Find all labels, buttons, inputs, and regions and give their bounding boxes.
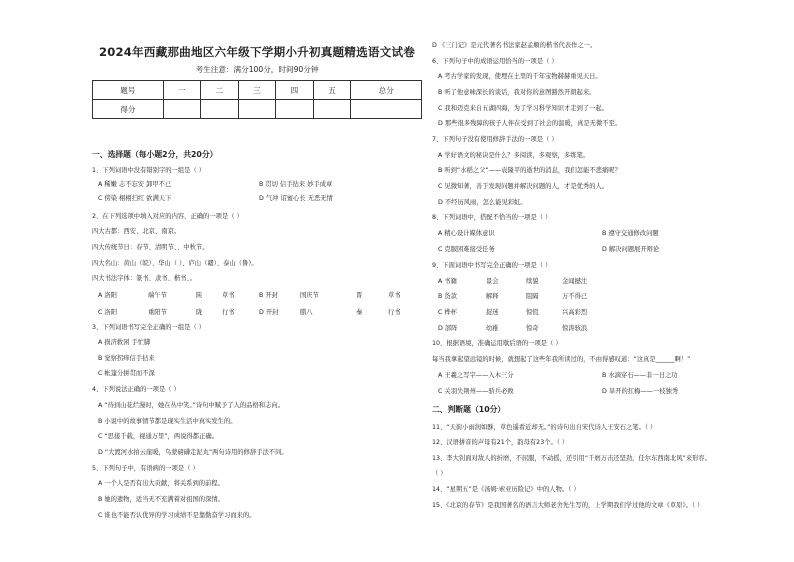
option-part: 腊八	[300, 309, 313, 316]
option: C 桦杯	[438, 309, 457, 316]
question-stem: 8、下列词语中，搭配不恰当的一项是（ ）	[432, 214, 552, 221]
option: B 觉察拐痒信手拈来	[98, 355, 155, 362]
option-part: 兴高彩烈	[562, 309, 588, 316]
score-cell[interactable]	[201, 100, 239, 119]
option-part: 草书	[388, 292, 401, 299]
question-stem: 3、下列词语书写完全正确的一组是（ ）	[92, 324, 206, 331]
option: B 货款	[438, 293, 457, 300]
option-part: 惊奇	[526, 325, 539, 332]
option: C 洛阳	[98, 309, 117, 316]
score-row-label: 得分	[93, 100, 164, 119]
score-table-header-row	[93, 81, 422, 100]
option: D 解决问题展开辩论	[602, 246, 660, 253]
question-line: 四大古都：西安、北京、南京。	[92, 228, 181, 235]
section-heading-choice: 一、选择题（每小题2分，共20分）	[92, 150, 218, 159]
option-part: 续貌	[526, 278, 539, 285]
option: B 水滴穿石——非一日之功	[602, 372, 678, 379]
option: B 开封	[259, 292, 278, 299]
question-stem: 1、下列词语中没有错别字的一组是（ ）	[92, 167, 206, 174]
judge-item: 15、《北京的春节》是我国著名的语言大师老舍先生写的，上学期我们学过他的文章《草原》。（ ）	[432, 502, 704, 509]
option: D 开封	[259, 309, 279, 316]
score-header-cell: 二	[201, 81, 239, 100]
judge-item: 11、“天街小雨润如酥，草色遥看近却无。”的诗句出自宋代诗人王安石之笔。（ ）	[432, 424, 657, 431]
score-header-cell: 四	[276, 81, 314, 100]
option-part: 端午节	[148, 292, 167, 299]
question-line: 四大传统节日：春节、清明节、、中秋节。	[92, 244, 209, 251]
option: A 学好语文的秘诀是什么？多阅读，多观察，多练笔。	[438, 152, 590, 159]
option: B 听到“水稻之父”——袁隆平的逝世的消息，我们怎能不悲痛呢？	[438, 167, 621, 174]
question-stem: 2、在下列选项中填入对应的内容，正确的一项是（ ）	[92, 213, 243, 220]
score-cell[interactable]	[163, 100, 201, 119]
exam-notice: 考生注意：满分100分，时间90分钟	[195, 65, 319, 74]
option-part: 惊慌	[526, 309, 539, 316]
option-part: 幼稚	[486, 325, 499, 332]
score-header-cell: 三	[238, 81, 276, 100]
option: A 稀嫩 志不忘安 卸甲不已	[98, 181, 172, 188]
question-stem: 6、下列句子中的成语运用恰当的一项是（ ）	[432, 58, 558, 65]
option-part: 阻隔	[526, 293, 539, 300]
score-table	[92, 80, 422, 119]
option: C 关羽失荆州——骄兵必败	[438, 388, 514, 395]
option-part: 万不得已	[562, 293, 588, 300]
option: D 气冲 诏蜜心长 无恶无情	[259, 195, 333, 202]
score-cell[interactable]	[238, 100, 276, 119]
judge-item: 13、李大钊面对敌人的折磨，不屈服，不动摇，还引用“千磨万击还坚劲，任尔东西南北风”来形容。	[432, 455, 712, 462]
option: C “思接千载，视通万里”，两说得都正确。	[98, 433, 218, 440]
option-part: 秦	[356, 309, 363, 316]
section-heading-judge: 二、判断题（10分）	[432, 405, 506, 414]
question-line: 四大书法字体：篆书、隶书、楷书、。	[92, 275, 196, 282]
option: C 谁也不能否认优异的学习成绩不是靠勤奋学习而来的。	[98, 512, 256, 519]
option-part: 金闻撼注	[562, 278, 588, 285]
option: A 一个人是否有出大贡献，将关系到的前程。	[98, 480, 224, 487]
question-stem: 4、下列说法正确的一项是（ ）	[92, 386, 180, 393]
option: A 王羲之写字——入木三分	[438, 372, 514, 379]
exam-title: 2024年西藏那曲地区六年级下学期小升初真题精选语文试卷	[98, 45, 416, 59]
score-header-cell: 题号	[93, 81, 164, 100]
option-part: 国庆节	[300, 292, 319, 299]
question-stem: 7、下列句子没有使用修辞手法的一项是（ ）	[432, 136, 558, 143]
option-part: 捉迷	[486, 309, 499, 316]
option: C 克服困难接受任务	[438, 246, 495, 253]
question-line: 四大名山：黄山（皖）、华山（ ）、庐山（赣）、泰山（鲁）。	[92, 260, 258, 267]
option: C 帐篷分拼贯而不深	[98, 370, 155, 377]
option: D “大渡河水拍云崖暖，乌蒙磅礴走泥丸”两句诗用的修辞手法不同。	[98, 449, 288, 456]
option: A 损济救困 手忙脚	[98, 339, 151, 346]
question-stem: 10、根据语境，准确运用歇后语的一项是（ ）	[432, 340, 562, 347]
option: A “待到山花烂漫时，她在丛中笑。”诗句中赋予了人的品格和志向。	[98, 402, 284, 409]
option: B 小说中的故事情节都是现实生活中真实发生的。	[98, 418, 237, 425]
question-stem: 5、下列句子中，有语病的一项是（ ）	[92, 465, 199, 472]
option-part: 陕	[196, 292, 203, 299]
score-cell[interactable]	[276, 100, 314, 119]
option: C 我和迈克来自五湖四海，为了学习科学知识才走到了一起。	[438, 105, 609, 112]
score-table-score-row	[93, 100, 422, 119]
option-part: 行书	[388, 309, 401, 316]
option: D 那些很多残障的孩子人伴在受到了社会的温暖，真是无微不至。	[438, 120, 622, 127]
option: D 部阵	[438, 325, 458, 332]
question-stem: 9、下面词语中书写完全正确的一项是（ ）	[432, 262, 552, 269]
option: D 旱开的扛梅——一枝独秀	[602, 388, 679, 395]
option-part: 行书	[222, 309, 235, 316]
option: B 听了他意味深长的谈话，我对你的意图豁然开朗起来。	[438, 89, 596, 96]
option: D 不经历风雨，怎么能见彩虹。	[438, 199, 527, 206]
option-part: 解释	[486, 293, 499, 300]
option: A 书籍	[438, 278, 457, 285]
question-context: 每当我拿起望远镜的时候，就想起了这些年我所读过的，不由得感叹道：“这真是______啊！”	[432, 356, 691, 363]
option-part: 晋	[356, 292, 363, 299]
option: D 《三门记》是元代著名书法家赵孟頫的楷书代表作之一。	[432, 42, 597, 49]
option-part: 草书	[222, 292, 235, 299]
judge-item: 12、汉语拼音的声母有21个，韵母有23个。（ ）	[432, 439, 569, 446]
score-header-cell: 总分	[351, 81, 422, 100]
option: A 考古学家的发现，使埋在土里的千年宝物赫赫重见天日。	[438, 73, 602, 80]
option: A 精心设计媒体意识	[438, 230, 495, 237]
score-cell[interactable]	[351, 100, 422, 119]
score-cell[interactable]	[313, 100, 351, 119]
judge-item-blank: （ ）	[432, 470, 447, 477]
option-part: 陇	[196, 309, 203, 316]
option: C 傍染 栩栩扫红 欲满天下	[98, 195, 172, 202]
option: B 她的遗物，适当无不充满着对祖国的深情。	[98, 496, 224, 503]
option: B 遵守交通修改问题	[602, 230, 659, 237]
option: B 贯切 信手拈来 妙手成章	[259, 181, 333, 188]
option: A 洛阳	[98, 292, 117, 299]
option: C 见微知著，善于发现问题并解决问题的人，才是优秀的人。	[438, 183, 609, 190]
judge-item: 14、“星期五”是《汤姆·索亚历险记》中的人物。（ ）	[432, 486, 580, 493]
option-part: 惊涛骇浪	[562, 325, 588, 332]
option-part: 重阳节	[148, 309, 167, 316]
score-header-cell: 一	[163, 81, 201, 100]
option-part: 景会	[486, 278, 499, 285]
score-header-cell: 五	[313, 81, 351, 100]
